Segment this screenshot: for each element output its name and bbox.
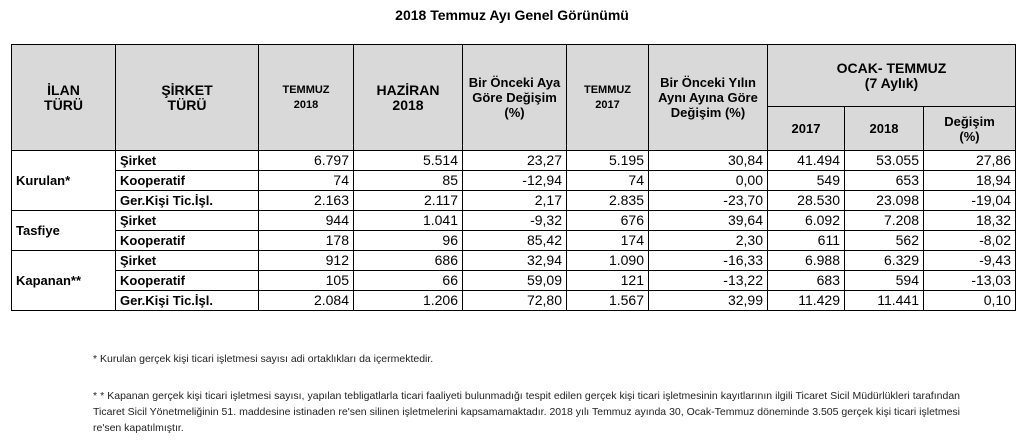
table-cell: 683: [768, 271, 845, 291]
table-cell: 121: [567, 271, 649, 291]
page-title: 2018 Temmuz Ayı Genel Görünümü: [395, 7, 629, 23]
header-yillik-degisim: Bir Önceki Yılın Aynı Ayına Göre Değişim (%): [649, 45, 768, 151]
table-row: [12, 291, 1016, 311]
table-cell: 5.514: [354, 151, 463, 171]
table-cell: 6.988: [768, 251, 845, 271]
table-cell: 0,00: [649, 171, 768, 191]
group-label: Tasfiye: [12, 211, 116, 251]
table-row: [12, 151, 1016, 171]
row-type-label: Şirket: [116, 211, 259, 231]
header-2018: 2018: [845, 107, 924, 151]
table-cell: 2.117: [354, 191, 463, 211]
table-cell: 0,10: [924, 291, 1016, 311]
table-row: [12, 271, 1016, 291]
table-cell: 85,42: [463, 231, 567, 251]
table-cell: 594: [845, 271, 924, 291]
table-row: [12, 231, 1016, 251]
header-temmuz-2017-text: TEMMUZ 2017: [583, 83, 632, 111]
table-cell: 11.441: [845, 291, 924, 311]
table-cell: 2,30: [649, 231, 768, 251]
table-cell: 549: [768, 171, 845, 191]
table-cell: 6.797: [259, 151, 354, 171]
table-cell: 2.835: [567, 191, 649, 211]
table-cell: 5.195: [567, 151, 649, 171]
header-ocak-temmuz: [768, 45, 1016, 107]
table-cell: 74: [259, 171, 354, 191]
table-cell: 944: [259, 211, 354, 231]
table-cell: 6.329: [845, 251, 924, 271]
table-cell: 686: [354, 251, 463, 271]
row-type-label: Ger.Kişi Tic.İşl.: [116, 191, 259, 211]
table-cell: 32,99: [649, 291, 768, 311]
table-cell: 2.084: [259, 291, 354, 311]
table-cell: 7.208: [845, 211, 924, 231]
table-cell: -13,22: [649, 271, 768, 291]
table-cell: 611: [768, 231, 845, 251]
table-cell: 2,17: [463, 191, 567, 211]
row-type-label: Şirket: [116, 251, 259, 271]
table-cell: -13,03: [924, 271, 1016, 291]
header-degisim: Değişim (%): [924, 107, 1016, 151]
table-cell: 72,80: [463, 291, 567, 311]
table-cell: -9,32: [463, 211, 567, 231]
row-type-label: Ger.Kişi Tic.İşl.: [116, 291, 259, 311]
footnote-kapanan: * * Kapanan gerçek kişi ticari işletmesi sayısı, yapılan tebligatlarla ticari faaliyeti bulunmadığı tespit edilen gerçek kişi ticari işletmesinin kayıtlarının ilgili Ticaret Sicil Müdürlükleri tarafından Ticaret Sicil Yönetmeliğinin 51. maddesine istinaden re'sen silinen işletmelerini kapsamamaktadır. 2018 yılı Temmuz ayında 30, Ocak-Temmuz döneminde 3.505 gerçek kişi ticari işletmesi re'sen kapatılmıştır.: [93, 390, 960, 434]
table-cell: 6.092: [768, 211, 845, 231]
table-cell: -12,94: [463, 171, 567, 191]
table-cell: -23,70: [649, 191, 768, 211]
table-cell: 174: [567, 231, 649, 251]
table-cell: 653: [845, 171, 924, 191]
row-type-label: Kooperatif: [116, 271, 259, 291]
row-type-label: Şirket: [116, 151, 259, 171]
table-cell: -16,33: [649, 251, 768, 271]
table-row: [12, 191, 1016, 211]
statistics-table: [11, 44, 1016, 311]
table-cell: 11.429: [768, 291, 845, 311]
header-temmuz-2018: TEMMUZ 2018: [259, 45, 354, 151]
header-ilan-turu: İLAN TÜRÜ: [12, 45, 116, 151]
table-row: [12, 171, 1016, 191]
table-cell: 562: [845, 231, 924, 251]
table-cell: 18,94: [924, 171, 1016, 191]
header-sirket-turu: ŞİRKET TÜRÜ: [116, 45, 259, 151]
header-aylik-degisim: Bir Önceki Aya Göre Değişim (%): [463, 45, 567, 151]
table-cell: -19,04: [924, 191, 1016, 211]
table-row: [12, 211, 1016, 231]
table-cell: 178: [259, 231, 354, 251]
table-cell: 74: [567, 171, 649, 191]
table-cell: 23,27: [463, 151, 567, 171]
row-type-label: Kooperatif: [116, 231, 259, 251]
table-cell: 18,32: [924, 211, 1016, 231]
table-row: [12, 251, 1016, 271]
header-yedi-aylik-label: (7 Aylık): [864, 74, 919, 91]
table-cell: 676: [567, 211, 649, 231]
table-cell: 66: [354, 271, 463, 291]
table-cell: 1.206: [354, 291, 463, 311]
table-cell: 39,64: [649, 211, 768, 231]
group-label: Kurulan*: [12, 151, 116, 211]
table-cell: 41.494: [768, 151, 845, 171]
table-body: [12, 151, 1016, 311]
table-cell: 23.098: [845, 191, 924, 211]
table-cell: 59,09: [463, 271, 567, 291]
footnote-kurulan: * Kurulan gerçek kişi ticari işletmesi sayısı adi ortaklıkları da içermektedir.: [93, 353, 434, 365]
table-cell: 912: [259, 251, 354, 271]
table-cell: -9,43: [924, 251, 1016, 271]
header-haziran-2018: HAZİRAN 2018: [354, 45, 463, 151]
group-label: Kapanan**: [12, 251, 116, 311]
table-cell: 53.055: [845, 151, 924, 171]
table-cell: 30,84: [649, 151, 768, 171]
header-2017: 2017: [768, 107, 845, 151]
table-cell: 105: [259, 271, 354, 291]
header-ocak-temmuz-label: OCAK- TEMMUZ: [836, 59, 947, 76]
table-cell: 1.090: [567, 251, 649, 271]
row-type-label: Kooperatif: [116, 171, 259, 191]
table-cell: 1.041: [354, 211, 463, 231]
table-cell: 28.530: [768, 191, 845, 211]
table-cell: 1.567: [567, 291, 649, 311]
table-cell: 96: [354, 231, 463, 251]
table-cell: 27,86: [924, 151, 1016, 171]
table-cell: 32,94: [463, 251, 567, 271]
table-cell: -8,02: [924, 231, 1016, 251]
table-cell: 2.163: [259, 191, 354, 211]
table-cell: 85: [354, 171, 463, 191]
header-temmuz-2017: [567, 45, 649, 151]
